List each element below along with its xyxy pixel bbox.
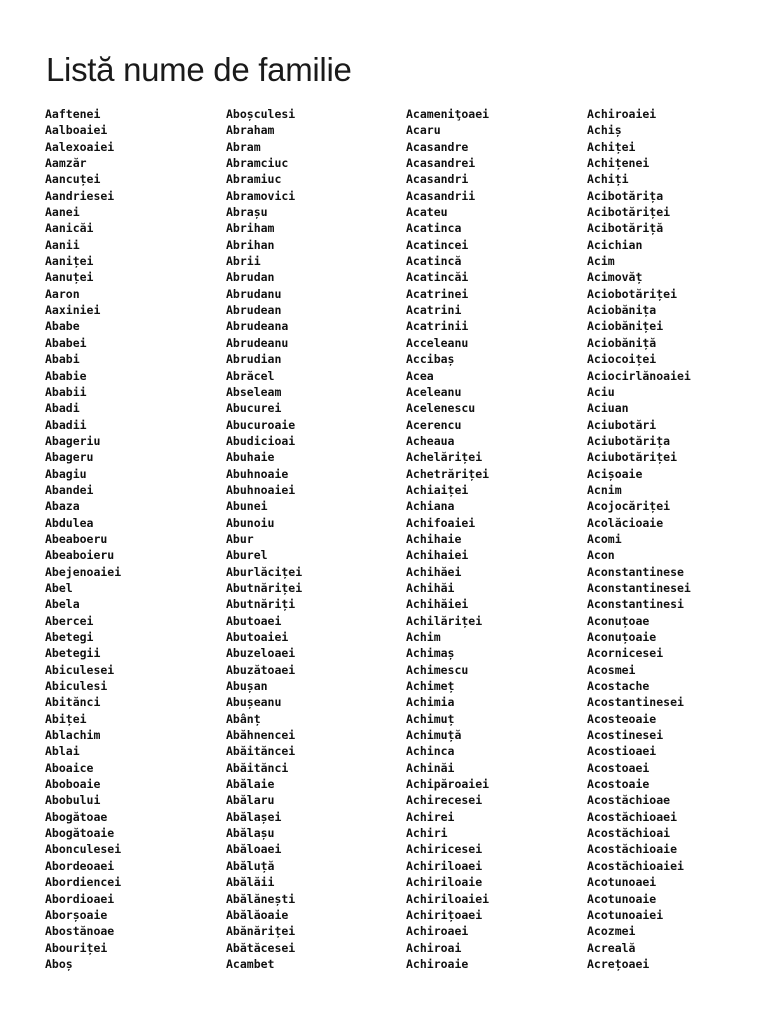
surname-entry: Acambet [226, 956, 275, 971]
surname-entry: Acostăchioai [587, 826, 671, 841]
surname-entry: Acostoaei [587, 760, 650, 775]
surname-entry: Aciuan [587, 401, 629, 416]
surname-entry: Aandriesei [45, 188, 115, 203]
surname-entry: Achiroaei [406, 924, 469, 939]
surname-entry: Accibaș [406, 352, 455, 367]
surname-entry: Achinca [406, 744, 455, 759]
surname-entry: Achimeț [406, 679, 455, 694]
surname-entry: Acibotăriței [587, 205, 671, 220]
surname-entry: Achiroaie [406, 956, 469, 971]
surname-entry: Acimovăț [587, 270, 643, 285]
surname-entry: Achilăriței [406, 613, 483, 628]
surname-entry: Achimuț [406, 711, 455, 726]
surname-entry: Aciubotărița [587, 433, 671, 448]
surname-entry: Abdulea [45, 515, 94, 530]
surname-entry: Abriham [226, 221, 275, 236]
surname-entry: Abiculesei [45, 662, 115, 677]
surname-entry: Acatincăi [406, 270, 469, 285]
surname-entry: Abrudean [226, 303, 282, 318]
surname-entry: Abrudeana [226, 319, 289, 334]
surname-entry: Abutnăriței [226, 580, 303, 595]
surname-entry: Achetrăriței [406, 466, 490, 481]
surname-entry: Acatrinii [406, 319, 469, 334]
surname-entry: Abadi [45, 401, 80, 416]
surname-column-4 [587, 106, 691, 972]
surname-entry: Aboboaie [45, 777, 101, 792]
surname-entry: Acon [587, 548, 615, 563]
surname-entry: Acelenescu [406, 401, 476, 416]
surname-entry: Aamzăr [45, 156, 87, 171]
page-title: Listă nume de familie [46, 51, 352, 88]
surname-entry: Ababie [45, 368, 87, 383]
surname-entry: Abordeoaei [45, 858, 115, 873]
surname-entry: Aciocoiței [587, 352, 657, 367]
surname-entry: Achiricesei [406, 842, 483, 857]
surname-entry: Achihăiei [406, 597, 469, 612]
surname-entry: Achiți [587, 172, 629, 187]
surname-entry: Achiș [587, 123, 622, 138]
surname-entry: Acameniţoaei [406, 107, 490, 121]
surname-entry: Abudicioai [226, 433, 296, 448]
surname-entry: Aconuțoae [587, 613, 650, 628]
surname-entry: Aconuțoaie [587, 630, 657, 644]
surname-column-1 [45, 106, 121, 972]
surname-entry: Abetegii [45, 646, 101, 661]
surname-entry: Abucuroaie [226, 417, 296, 432]
surname-entry: Abeaboeru [45, 531, 108, 546]
surname-entry: Aborșoaie [45, 907, 108, 922]
surname-entry: Achimaș [406, 646, 455, 661]
surname-entry: Aboș [45, 956, 73, 971]
surname-entry: Abânț [226, 711, 261, 726]
surname-entry: Acotunoaie [587, 891, 657, 906]
surname-entry: Abseleam [226, 384, 282, 399]
surname-entry: Acerencu [406, 417, 462, 432]
surname-entry: Abunoiu [226, 515, 275, 530]
surname-entry: Abiței [45, 711, 87, 726]
surname-entry: Acreală [587, 940, 636, 955]
surname-entry: Abejenoaiei [45, 564, 122, 579]
surname-entry: Acatrini [406, 303, 462, 318]
surname-entry: Achirei [406, 809, 455, 824]
surname-entry: Achiroaiei [587, 107, 657, 121]
surname-entry: Achim [406, 630, 441, 644]
surname-entry: Acatincă [406, 254, 462, 269]
surname-entry: Abăluță [226, 858, 275, 873]
surname-entry: Abrudanu [226, 286, 282, 301]
surname-entry: Aanei [45, 205, 80, 220]
surname-entry: Abunei [226, 499, 268, 514]
surname-entry: Abucurei [226, 401, 282, 416]
surname-entry: Abrudian [226, 352, 282, 367]
surname-entry: Achiana [406, 499, 455, 514]
surname-entry: Achirițoaei [406, 907, 483, 922]
surname-entry: Abrudan [226, 270, 275, 285]
surname-entry: Achiriloaei [406, 858, 483, 873]
surname-entry: Abram [226, 139, 261, 154]
surname-entry: Achițenei [587, 156, 650, 171]
surname-entry: Achihăi [406, 580, 455, 595]
surname-entry: Acișoaie [587, 466, 643, 481]
surname-entry: Aciubotări [587, 417, 657, 432]
surname-entry: Abătăcesei [226, 940, 296, 955]
surname-entry: Aciobotăriței [587, 286, 678, 301]
surname-entry: Aburlăciței [226, 564, 303, 579]
surname-entry: Ababe [45, 319, 80, 334]
surname-entry: Abitănci [45, 695, 101, 710]
surname-entry: Ababi [45, 352, 80, 367]
surname-entry: Achimescu [406, 662, 469, 677]
surname-entry: Acostăchioaiei [587, 858, 684, 873]
surname-entry: Achelăriței [406, 450, 483, 465]
surname-entry: Abălașu [226, 826, 275, 841]
surname-entry: Abuhnoaie [226, 466, 289, 481]
surname-entry: Abramiuc [226, 172, 282, 187]
surname-entry: Abăităncei [226, 744, 296, 759]
surname-entry: Abălaru [226, 793, 275, 808]
surname-entry: Abutnăriți [226, 597, 296, 612]
surname-entry: Abonculesei [45, 842, 122, 857]
surname-entry: Acatrinei [406, 286, 469, 301]
surname-entry: Acolăcioaie [587, 515, 664, 530]
surname-entry: Abela [45, 597, 80, 612]
surname-entry: Acotunoaei [587, 875, 657, 890]
surname-entry: Abușeanu [226, 695, 282, 710]
surname-entry: Abouriței [45, 940, 108, 955]
surname-entry: Acateu [406, 205, 448, 220]
surname-entry: Achinăi [406, 760, 455, 775]
surname-entry: Abăloaei [226, 842, 282, 857]
surname-entry: Acostăchioaei [587, 809, 678, 824]
surname-entry: Abăhnencei [226, 728, 296, 743]
surname-entry: Acrețoaei [587, 956, 650, 971]
surname-entry: Aaftenei [45, 107, 101, 121]
surname-entry: Abuzătoaei [226, 662, 296, 677]
surname-entry: Achimia [406, 695, 455, 710]
surname-entry: Acornicesei [587, 646, 664, 661]
surname-entry: Ababei [45, 335, 87, 350]
surname-entry: Achiri [406, 826, 448, 841]
surname-entry: Abogătoae [45, 809, 108, 824]
surname-entry: Acibotărița [587, 188, 664, 203]
surname-entry: Abobului [45, 793, 101, 808]
surname-entry: Achihăei [406, 564, 462, 579]
surname-entry: Aciu [587, 384, 615, 399]
surname-entry: Abrihan [226, 237, 275, 252]
surname-entry: Acasandrei [406, 156, 476, 171]
surname-entry: Achiroai [406, 940, 462, 955]
surname-entry: Achipăroaiei [406, 777, 490, 792]
surname-entry: Abostănoae [45, 924, 115, 939]
surname-entry: Aciubotăriței [587, 450, 678, 465]
surname-entry: Aconstantinese [587, 564, 684, 579]
surname-entry: Achihaiei [406, 548, 469, 563]
surname-entry: Abramovici [226, 188, 296, 203]
surname-entry: Abuzeloaei [226, 646, 296, 661]
surname-entry: Acibotăriță [587, 221, 664, 236]
surname-entry: Abuhnoaiei [226, 482, 296, 497]
surname-entry: Ablai [45, 744, 80, 759]
surname-entry: Acim [587, 254, 615, 269]
surname-entry: Aconstantinesi [587, 597, 684, 612]
surname-entry: Achirecesei [406, 793, 483, 808]
surname-entry: Acostantinesei [587, 695, 684, 710]
surname-entry: Abrudeanu [226, 335, 289, 350]
surname-entry: Abăitănci [226, 760, 289, 775]
surname-column-3 [406, 106, 489, 972]
surname-entry: Acaru [406, 123, 441, 138]
surname-entry: Acheaua [406, 433, 455, 448]
surname-entry: Abandei [45, 482, 94, 497]
surname-entry: Achiriloaie [406, 875, 483, 890]
surname-entry: Aancuței [45, 172, 101, 187]
surname-entry: Acosmei [587, 662, 636, 677]
surname-entry: Aanicăi [45, 221, 94, 236]
surname-entry: Abogătoaie [45, 826, 115, 841]
surname-entry: Acojocăriței [587, 499, 671, 514]
surname-column-2 [226, 106, 302, 972]
surname-entry: Aaniței [45, 254, 94, 269]
surname-entry: Acceleanu [406, 335, 469, 350]
surname-entry: Achiriloaiei [406, 891, 490, 906]
surname-entry: Abaza [45, 499, 80, 514]
surname-entry: Acnim [587, 482, 622, 497]
surname-entry: Aaron [45, 286, 80, 301]
surname-entry: Achihaie [406, 531, 462, 546]
surname-entry: Acostăchioaie [587, 842, 678, 857]
surname-entry: Acasandrii [406, 188, 476, 203]
surname-entry: Acatinca [406, 221, 462, 236]
surname-entry: Abraham [226, 123, 275, 138]
surname-entry: Abălașei [226, 809, 282, 824]
surname-entry: Aciobănița [587, 303, 657, 318]
surname-entry: Aaxiniei [45, 303, 101, 318]
surname-entry: Aanuței [45, 270, 94, 285]
surname-entry: Abur [226, 531, 254, 546]
surname-entry: Abageriu [45, 433, 101, 448]
surname-entry: Abagiu [45, 466, 87, 481]
surname-entry: Acostinesei [587, 728, 664, 743]
surname-entry: Acostioaei [587, 744, 657, 759]
surname-entry: Aalboaiei [45, 123, 108, 138]
surname-entry: Aalexoaiei [45, 139, 115, 154]
surname-entry: Aconstantinesei [587, 580, 691, 595]
surname-entry: Abordioaei [45, 891, 115, 906]
surname-entry: Abutoaiei [226, 630, 289, 644]
surname-entry: Aburel [226, 548, 268, 563]
surname-entry: Aceleanu [406, 384, 462, 399]
surname-entry: Acozmei [587, 924, 636, 939]
surname-entry: Acosteoaie [587, 711, 657, 726]
surname-entry: Abrăcel [226, 368, 275, 383]
surname-entry: Abadii [45, 417, 87, 432]
surname-entry: Abetegi [45, 630, 94, 644]
surname-entry: Ababii [45, 384, 87, 399]
surname-entry: Acostăchioae [587, 793, 671, 808]
surname-entry: Acasandri [406, 172, 469, 187]
surname-entry: Ablachim [45, 728, 101, 743]
surname-entry: Aciocirlănoaiei [587, 368, 691, 383]
surname-entry: Abălaie [226, 777, 275, 792]
surname-entry: Acichian [587, 237, 643, 252]
surname-entry: Achifoaiei [406, 515, 476, 530]
surname-entry: Aanii [45, 237, 80, 252]
surname-entry: Aboșculesi [226, 107, 296, 121]
surname-entry: Abănăriței [226, 924, 296, 939]
surname-entry: Acostoaie [587, 777, 650, 792]
surname-entry: Abrii [226, 254, 261, 269]
surname-entry: Abutoaei [226, 613, 282, 628]
surname-entry: Achiaiței [406, 482, 469, 497]
surname-entry: Abramciuc [226, 156, 289, 171]
surname-entry: Acatincei [406, 237, 469, 252]
surname-entry: Abel [45, 580, 73, 595]
surname-entry: Abrașu [226, 205, 268, 220]
surname-entry: Abercei [45, 613, 94, 628]
surname-entry: Abușan [226, 679, 268, 694]
surname-entry: Acasandre [406, 139, 469, 154]
surname-entry: Acotunoaiei [587, 907, 664, 922]
surname-entry: Acomi [587, 531, 622, 546]
surname-entry: Aboaice [45, 760, 94, 775]
surname-entry: Achiței [587, 139, 636, 154]
surname-entry: Abordiencei [45, 875, 122, 890]
surname-entry: Abiculesi [45, 679, 108, 694]
surname-entry: Aciobăniță [587, 335, 657, 350]
surname-entry: Abuhaie [226, 450, 275, 465]
surname-entry: Abălănești [226, 891, 296, 906]
surname-entry: Abălăii [226, 875, 275, 890]
surname-entry: Aciobăniței [587, 319, 664, 334]
surname-entry: Abălăoaie [226, 907, 289, 922]
surname-entry: Achimuță [406, 728, 462, 743]
surname-entry: Abageru [45, 450, 94, 465]
surname-entry: Acea [406, 368, 434, 383]
surname-entry: Abeaboieru [45, 548, 115, 563]
surname-entry: Acostache [587, 679, 650, 694]
